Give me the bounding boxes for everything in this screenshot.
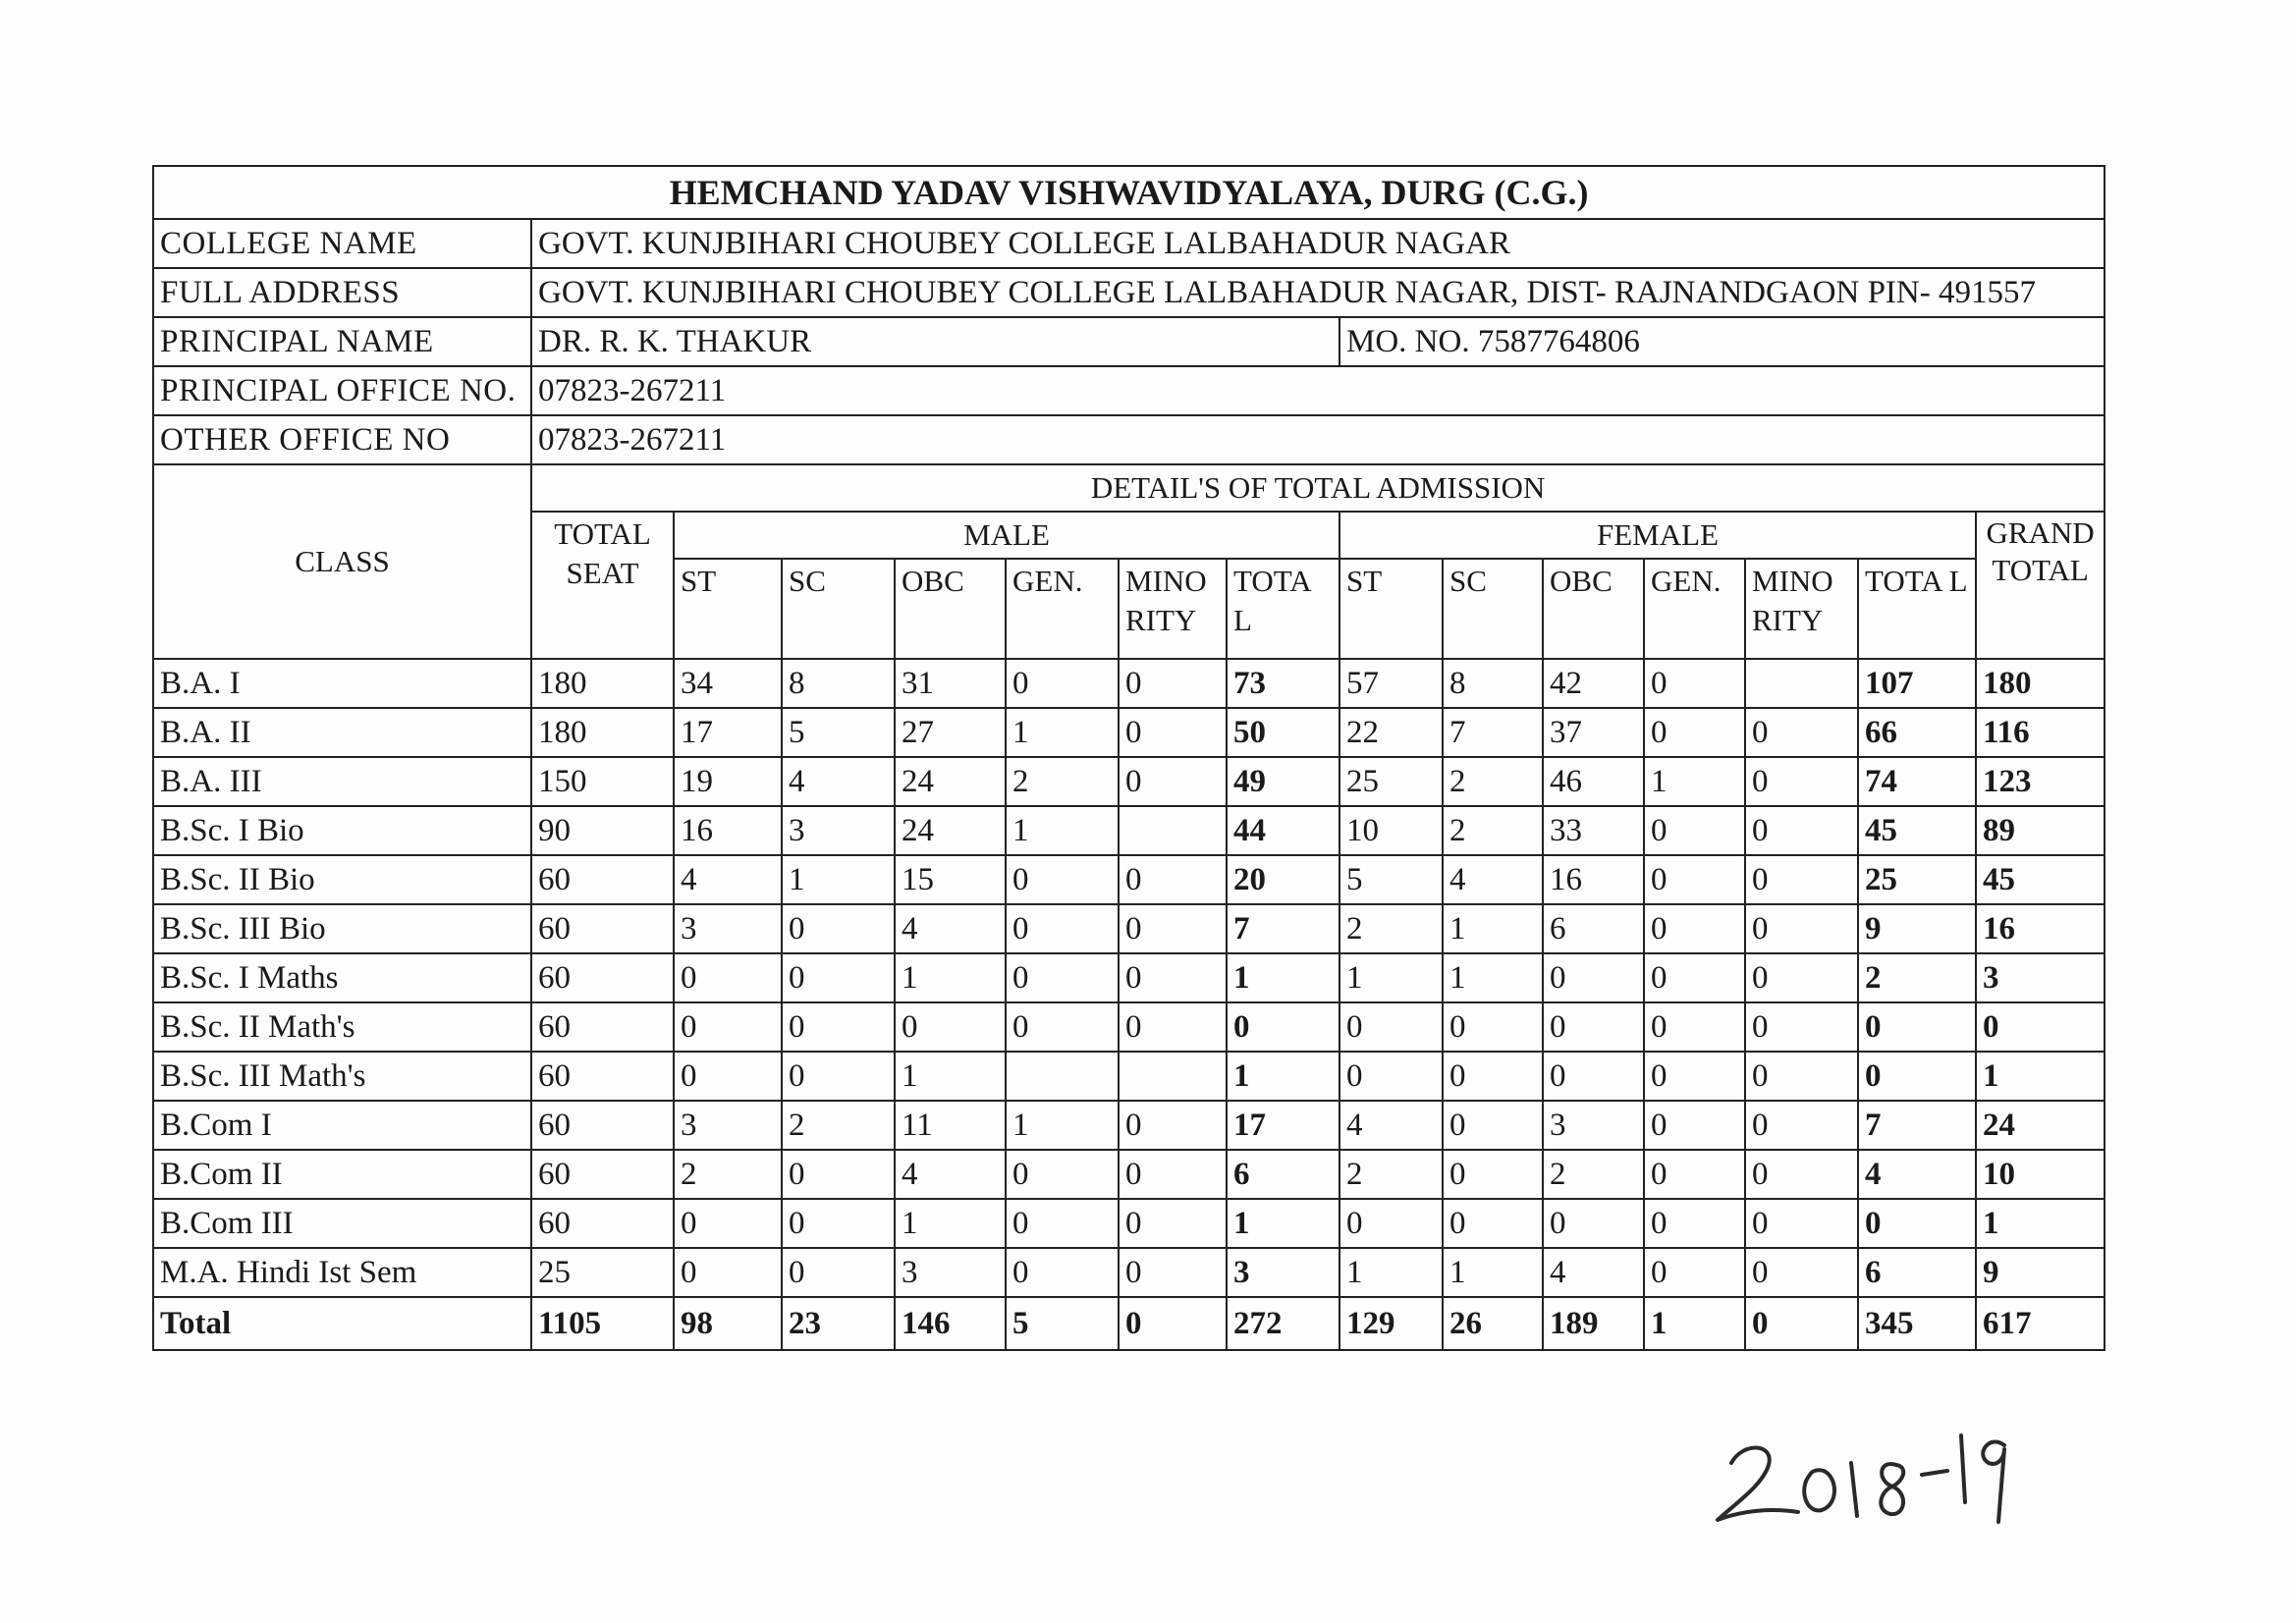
total-seat-cell: 90	[531, 806, 674, 855]
male-obc-cell: 4	[895, 1150, 1006, 1199]
female-st-cell: 1	[1339, 1248, 1443, 1297]
male-sc-cell: 5	[782, 708, 895, 757]
class-cell: B.Com II	[153, 1150, 531, 1199]
grand-total-cell: 3	[1976, 953, 2105, 1002]
female-obc-cell: 2	[1543, 1150, 1644, 1199]
male-st-cell: 19	[674, 757, 782, 806]
female-obc-cell: 0	[1543, 1052, 1644, 1101]
female-obc-cell: 42	[1543, 659, 1644, 708]
female-sc-cell: 7	[1443, 708, 1543, 757]
grand-total-cell: 123	[1976, 757, 2105, 806]
female-minority-cell	[1745, 659, 1858, 708]
male-sc-cell: 23	[782, 1297, 895, 1350]
table-row	[153, 1248, 2105, 1297]
male-total-cell: 50	[1227, 708, 1339, 757]
female-st-cell: 5	[1339, 855, 1443, 904]
female-gen-header: GEN.	[1644, 559, 1745, 659]
class-cell: B.Sc. I Bio	[153, 806, 531, 855]
male-gen-header: GEN.	[1006, 559, 1119, 659]
principal-label: PRINCIPAL NAME	[153, 317, 531, 366]
male-sc-cell: 0	[782, 904, 895, 953]
female-gen-cell: 0	[1644, 1199, 1745, 1248]
male-obc-cell: 15	[895, 855, 1006, 904]
male-st-cell: 0	[674, 1248, 782, 1297]
mobile-number: MO. NO. 7587764806	[1339, 317, 2105, 366]
male-total-cell: 3	[1227, 1248, 1339, 1297]
female-st-cell: 25	[1339, 757, 1443, 806]
male-minority-cell: 0	[1119, 1150, 1227, 1199]
male-gen-cell: 2	[1006, 757, 1119, 806]
male-obc-cell: 27	[895, 708, 1006, 757]
table-row	[153, 1150, 2105, 1199]
female-minority-cell: 0	[1745, 1199, 1858, 1248]
female-minority-cell: 0	[1745, 806, 1858, 855]
female-total-cell: 345	[1858, 1297, 1976, 1350]
table-row	[153, 806, 2105, 855]
female-sc-cell: 26	[1443, 1297, 1543, 1350]
male-minority-cell: 0	[1119, 1199, 1227, 1248]
female-minority-header: MINO RITY	[1745, 559, 1858, 659]
male-total-cell: 6	[1227, 1150, 1339, 1199]
male-sc-cell: 3	[782, 806, 895, 855]
male-total-cell: 20	[1227, 855, 1339, 904]
male-st-cell: 4	[674, 855, 782, 904]
female-obc-cell: 6	[1543, 904, 1644, 953]
female-sc-cell: 0	[1443, 1199, 1543, 1248]
male-gen-cell: 0	[1006, 904, 1119, 953]
male-minority-header: MINO RITY	[1119, 559, 1227, 659]
male-minority-cell	[1119, 806, 1227, 855]
class-cell: M.A. Hindi Ist Sem	[153, 1248, 531, 1297]
college-name-label: COLLEGE NAME	[153, 219, 531, 268]
male-obc-cell: 1	[895, 1199, 1006, 1248]
female-total-cell: 0	[1858, 1052, 1976, 1101]
male-st-cell: 3	[674, 904, 782, 953]
male-st-cell: 98	[674, 1297, 782, 1350]
male-gen-cell: 0	[1006, 1199, 1119, 1248]
total-seat-cell: 60	[531, 1101, 674, 1150]
female-minority-cell: 0	[1745, 1052, 1858, 1101]
male-gen-cell: 5	[1006, 1297, 1119, 1350]
male-sc-cell: 0	[782, 953, 895, 1002]
male-st-cell: 16	[674, 806, 782, 855]
grand-total-cell: 45	[1976, 855, 2105, 904]
male-total-cell: 17	[1227, 1101, 1339, 1150]
male-st-cell: 2	[674, 1150, 782, 1199]
table-row	[153, 904, 2105, 953]
male-gen-cell: 0	[1006, 1002, 1119, 1052]
female-sc-cell: 0	[1443, 1052, 1543, 1101]
female-obc-cell: 4	[1543, 1248, 1644, 1297]
male-sc-cell: 0	[782, 1199, 895, 1248]
female-total-cell: 25	[1858, 855, 1976, 904]
table-row	[153, 953, 2105, 1002]
female-st-cell: 4	[1339, 1101, 1443, 1150]
male-minority-cell: 0	[1119, 659, 1227, 708]
female-obc-cell: 0	[1543, 1199, 1644, 1248]
female-sc-cell: 1	[1443, 953, 1543, 1002]
male-st-cell: 0	[674, 953, 782, 1002]
male-sc-header: SC	[782, 559, 895, 659]
total-seat-header: TOTAL SEAT	[531, 512, 674, 659]
class-cell: B.Com III	[153, 1199, 531, 1248]
class-cell: B.Sc. I Maths	[153, 953, 531, 1002]
table-row	[153, 708, 2105, 757]
class-header: CLASS	[153, 464, 531, 659]
grand-total-cell: 180	[1976, 659, 2105, 708]
total-seat-cell: 60	[531, 1150, 674, 1199]
total-seat-cell: 60	[531, 1052, 674, 1101]
female-obc-cell: 46	[1543, 757, 1644, 806]
total-seat-cell: 1105	[531, 1297, 674, 1350]
female-st-header: ST	[1339, 559, 1443, 659]
male-sc-cell: 0	[782, 1052, 895, 1101]
male-total-cell: 49	[1227, 757, 1339, 806]
male-st-cell: 0	[674, 1002, 782, 1052]
male-total-cell: 7	[1227, 904, 1339, 953]
female-obc-header: OBC	[1543, 559, 1644, 659]
male-st-header: ST	[674, 559, 782, 659]
female-total-cell: 45	[1858, 806, 1976, 855]
class-cell: B.A. III	[153, 757, 531, 806]
female-sc-cell: 8	[1443, 659, 1543, 708]
grand-total-header: GRAND TOTAL	[1976, 512, 2105, 659]
female-minority-cell: 0	[1745, 1150, 1858, 1199]
male-total-cell: 1	[1227, 1052, 1339, 1101]
grand-total-cell: 89	[1976, 806, 2105, 855]
male-gen-cell: 0	[1006, 1150, 1119, 1199]
female-sc-cell: 2	[1443, 806, 1543, 855]
principal-name: DR. R. K. THAKUR	[531, 317, 1339, 366]
female-obc-cell: 189	[1543, 1297, 1644, 1350]
male-minority-cell: 0	[1119, 1002, 1227, 1052]
male-sc-cell: 1	[782, 855, 895, 904]
male-st-cell: 0	[674, 1052, 782, 1101]
male-obc-cell: 4	[895, 904, 1006, 953]
female-st-cell: 57	[1339, 659, 1443, 708]
male-sc-cell: 0	[782, 1002, 895, 1052]
female-gen-cell: 0	[1644, 659, 1745, 708]
male-minority-cell: 0	[1119, 855, 1227, 904]
grand-total-cell: 116	[1976, 708, 2105, 757]
male-sc-cell: 8	[782, 659, 895, 708]
table-row	[153, 855, 2105, 904]
male-gen-cell	[1006, 1052, 1119, 1101]
grand-total-cell: 16	[1976, 904, 2105, 953]
male-gen-cell: 1	[1006, 708, 1119, 757]
female-minority-cell: 0	[1745, 904, 1858, 953]
grand-total-cell: 0	[1976, 1002, 2105, 1052]
grand-total-cell: 617	[1976, 1297, 2105, 1350]
class-cell: B.Sc. II Math's	[153, 1002, 531, 1052]
female-total-cell: 9	[1858, 904, 1976, 953]
male-st-cell: 17	[674, 708, 782, 757]
admission-sheet	[152, 165, 2104, 1351]
female-minority-cell: 0	[1745, 1101, 1858, 1150]
female-gen-cell: 0	[1644, 904, 1745, 953]
table-row	[153, 1052, 2105, 1101]
female-total-cell: 4	[1858, 1150, 1976, 1199]
male-obc-cell: 1	[895, 953, 1006, 1002]
male-total-cell: 0	[1227, 1002, 1339, 1052]
table-row	[153, 1101, 2105, 1150]
other-office-number: 07823-267211	[531, 415, 2105, 464]
female-gen-cell: 0	[1644, 1101, 1745, 1150]
total-seat-cell: 60	[531, 1002, 674, 1052]
class-cell: B.A. II	[153, 708, 531, 757]
female-sc-cell: 1	[1443, 1248, 1543, 1297]
male-st-cell: 34	[674, 659, 782, 708]
female-gen-cell: 0	[1644, 806, 1745, 855]
female-sc-cell: 4	[1443, 855, 1543, 904]
class-cell: B.Sc. II Bio	[153, 855, 531, 904]
total-seat-cell: 60	[531, 904, 674, 953]
total-seat-cell: 150	[531, 757, 674, 806]
grand-total-cell: 9	[1976, 1248, 2105, 1297]
female-minority-cell: 0	[1745, 1248, 1858, 1297]
male-obc-cell: 24	[895, 757, 1006, 806]
male-sc-cell: 0	[782, 1248, 895, 1297]
male-obc-cell: 24	[895, 806, 1006, 855]
admission-table	[152, 165, 2105, 1351]
female-st-cell: 0	[1339, 1052, 1443, 1101]
female-total-cell: 66	[1858, 708, 1976, 757]
female-gen-cell: 0	[1644, 1150, 1745, 1199]
male-sc-cell: 0	[782, 1150, 895, 1199]
principal-office-number: 07823-267211	[531, 366, 2105, 415]
female-obc-cell: 33	[1543, 806, 1644, 855]
male-gen-cell: 0	[1006, 953, 1119, 1002]
male-total-cell: 73	[1227, 659, 1339, 708]
grand-total-cell: 1	[1976, 1052, 2105, 1101]
male-total-header: TOTA L	[1227, 559, 1339, 659]
total-seat-cell: 60	[531, 953, 674, 1002]
female-minority-cell: 0	[1745, 953, 1858, 1002]
grand-total-cell: 1	[1976, 1199, 2105, 1248]
female-gen-cell: 1	[1644, 757, 1745, 806]
male-total-cell: 272	[1227, 1297, 1339, 1350]
class-cell: B.Com I	[153, 1101, 531, 1150]
male-total-cell: 1	[1227, 953, 1339, 1002]
male-obc-header: OBC	[895, 559, 1006, 659]
male-total-cell: 44	[1227, 806, 1339, 855]
female-sc-cell: 2	[1443, 757, 1543, 806]
class-cell: Total	[153, 1297, 531, 1350]
total-seat-cell: 180	[531, 708, 674, 757]
female-minority-cell: 0	[1745, 1002, 1858, 1052]
male-minority-cell: 0	[1119, 708, 1227, 757]
table-row	[153, 1002, 2105, 1052]
total-seat-cell: 60	[531, 1199, 674, 1248]
female-header: FEMALE	[1339, 512, 1976, 559]
class-cell: B.Sc. III Bio	[153, 904, 531, 953]
female-st-cell: 2	[1339, 1150, 1443, 1199]
other-office-label: OTHER OFFICE NO	[153, 415, 531, 464]
male-gen-cell: 1	[1006, 1101, 1119, 1150]
class-cell: B.Sc. III Math's	[153, 1052, 531, 1101]
male-sc-cell: 4	[782, 757, 895, 806]
address-label: FULL ADDRESS	[153, 268, 531, 317]
male-minority-cell: 0	[1119, 1297, 1227, 1350]
male-obc-cell: 0	[895, 1002, 1006, 1052]
female-st-cell: 1	[1339, 953, 1443, 1002]
female-st-cell: 10	[1339, 806, 1443, 855]
female-total-cell: 6	[1858, 1248, 1976, 1297]
admission-title: DETAIL'S OF TOTAL ADMISSION	[531, 464, 2105, 512]
female-gen-cell: 0	[1644, 1052, 1745, 1101]
male-minority-cell: 0	[1119, 904, 1227, 953]
female-total-cell: 0	[1858, 1002, 1976, 1052]
male-sc-cell: 2	[782, 1101, 895, 1150]
female-minority-cell: 0	[1745, 855, 1858, 904]
university-title: HEMCHAND YADAV VISHWAVIDYALAYA, DURG (C.G.)	[153, 166, 2105, 219]
admission-rows	[153, 659, 2105, 1350]
male-gen-cell: 0	[1006, 659, 1119, 708]
total-seat-cell: 25	[531, 1248, 674, 1297]
female-total-cell: 0	[1858, 1199, 1976, 1248]
class-cell: B.A. I	[153, 659, 531, 708]
female-minority-cell: 0	[1745, 708, 1858, 757]
female-minority-cell: 0	[1745, 757, 1858, 806]
grand-total-cell: 24	[1976, 1101, 2105, 1150]
female-total-cell: 7	[1858, 1101, 1976, 1150]
male-obc-cell: 3	[895, 1248, 1006, 1297]
female-total-header: TOTA L	[1858, 559, 1976, 659]
female-gen-cell: 0	[1644, 1248, 1745, 1297]
female-st-cell: 0	[1339, 1002, 1443, 1052]
male-minority-cell	[1119, 1052, 1227, 1101]
male-minority-cell: 0	[1119, 953, 1227, 1002]
male-total-cell: 1	[1227, 1199, 1339, 1248]
male-obc-cell: 11	[895, 1101, 1006, 1150]
table-row	[153, 659, 2105, 708]
male-minority-cell: 0	[1119, 757, 1227, 806]
total-seat-cell: 180	[531, 659, 674, 708]
female-gen-cell: 1	[1644, 1297, 1745, 1350]
female-sc-cell: 0	[1443, 1101, 1543, 1150]
female-sc-cell: 1	[1443, 904, 1543, 953]
female-total-cell: 2	[1858, 953, 1976, 1002]
college-name: GOVT. KUNJBIHARI CHOUBEY COLLEGE LALBAHADUR NAGAR	[531, 219, 2105, 268]
female-obc-cell: 3	[1543, 1101, 1644, 1150]
female-total-cell: 74	[1858, 757, 1976, 806]
female-gen-cell: 0	[1644, 953, 1745, 1002]
female-st-cell: 22	[1339, 708, 1443, 757]
table-row	[153, 1199, 2105, 1248]
female-st-cell: 129	[1339, 1297, 1443, 1350]
female-sc-cell: 0	[1443, 1002, 1543, 1052]
female-obc-cell: 16	[1543, 855, 1644, 904]
handwritten-year	[1704, 1394, 2018, 1542]
address: GOVT. KUNJBIHARI CHOUBEY COLLEGE LALBAHADUR NAGAR, DIST- RAJNANDGAON PIN- 491557	[531, 268, 2105, 317]
table-row	[153, 757, 2105, 806]
female-obc-cell: 37	[1543, 708, 1644, 757]
female-sc-cell: 0	[1443, 1150, 1543, 1199]
female-gen-cell: 0	[1644, 708, 1745, 757]
male-gen-cell: 1	[1006, 806, 1119, 855]
male-obc-cell: 31	[895, 659, 1006, 708]
male-obc-cell: 1	[895, 1052, 1006, 1101]
female-st-cell: 0	[1339, 1199, 1443, 1248]
male-minority-cell: 0	[1119, 1101, 1227, 1150]
total-row	[153, 1297, 2105, 1350]
total-seat-cell: 60	[531, 855, 674, 904]
female-total-cell: 107	[1858, 659, 1976, 708]
female-st-cell: 2	[1339, 904, 1443, 953]
female-gen-cell: 0	[1644, 855, 1745, 904]
male-header: MALE	[674, 512, 1339, 559]
male-gen-cell: 0	[1006, 1248, 1119, 1297]
female-gen-cell: 0	[1644, 1002, 1745, 1052]
male-gen-cell: 0	[1006, 855, 1119, 904]
female-sc-header: SC	[1443, 559, 1543, 659]
male-minority-cell: 0	[1119, 1248, 1227, 1297]
principal-office-label: PRINCIPAL OFFICE NO.	[153, 366, 531, 415]
male-st-cell: 0	[674, 1199, 782, 1248]
female-obc-cell: 0	[1543, 953, 1644, 1002]
grand-total-cell: 10	[1976, 1150, 2105, 1199]
male-obc-cell: 146	[895, 1297, 1006, 1350]
male-st-cell: 3	[674, 1101, 782, 1150]
female-obc-cell: 0	[1543, 1002, 1644, 1052]
female-minority-cell: 0	[1745, 1297, 1858, 1350]
